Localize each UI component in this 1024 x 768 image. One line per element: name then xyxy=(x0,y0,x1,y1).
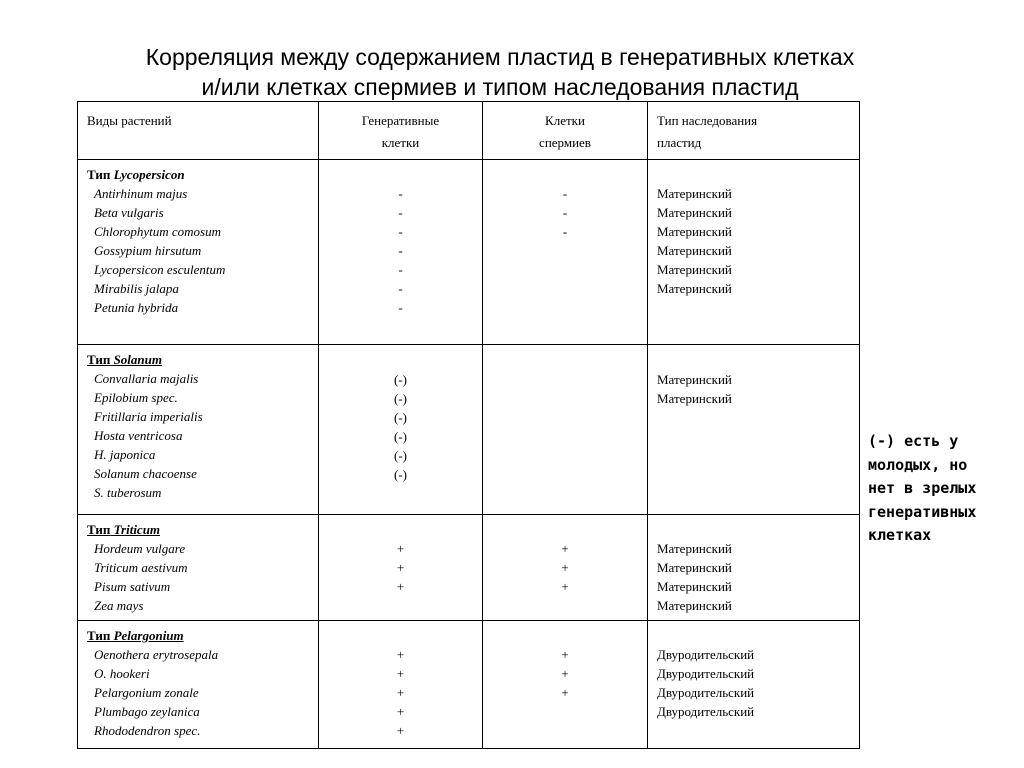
species-cell xyxy=(78,160,319,345)
species-name: Oenothera erytrosepala xyxy=(94,647,219,662)
header-species xyxy=(78,102,319,160)
species-cell xyxy=(78,515,319,621)
header-sperm-line2: спермиев xyxy=(539,135,591,150)
sperm-cell xyxy=(483,515,648,621)
generative-value: + xyxy=(396,560,405,575)
generative-cell xyxy=(319,621,483,749)
species-list xyxy=(78,539,318,615)
inheritance-cell xyxy=(648,515,860,621)
inheritance-list xyxy=(648,621,859,721)
inheritance-value: Материнский xyxy=(657,598,732,613)
generative-value: (-) xyxy=(394,391,407,406)
note-text xyxy=(868,430,1018,548)
generative-value: - xyxy=(398,224,403,239)
sperm-cell xyxy=(483,345,648,515)
species-list xyxy=(78,369,318,502)
group-row xyxy=(78,345,860,515)
generative-list xyxy=(319,160,482,317)
header-generative-line1: Генеративные xyxy=(361,113,440,128)
generative-value: + xyxy=(396,685,405,700)
generative-value: + xyxy=(396,647,405,662)
generative-cell xyxy=(319,515,483,621)
inheritance-value: Материнский xyxy=(657,541,732,556)
group-type-label: Тип xyxy=(87,522,111,537)
header-generative-line2: клетки xyxy=(381,135,420,150)
header-sperm-line1: Клетки xyxy=(545,113,585,128)
generative-value: - xyxy=(398,262,403,277)
header-sperm xyxy=(483,102,648,160)
inheritance-value: Материнский xyxy=(657,262,732,277)
group-row xyxy=(78,515,860,621)
header-inheritance-line2: пластид xyxy=(657,135,702,150)
sperm-value: + xyxy=(561,685,569,700)
generative-value: + xyxy=(396,723,405,738)
sperm-value: + xyxy=(561,560,569,575)
title-line-2: и/или клетках спермиев и типом наследования пластид xyxy=(201,74,799,100)
inheritance-value: Материнский xyxy=(657,281,732,296)
inheritance-list xyxy=(648,345,859,408)
group-type-label-wrap xyxy=(87,167,185,182)
group-type-label: Тип xyxy=(87,167,111,182)
inheritance-value: Материнский xyxy=(657,579,732,594)
inheritance-value: Материнский xyxy=(657,560,732,575)
species-name: Epilobium spec. xyxy=(94,390,178,405)
generative-value: - xyxy=(398,300,403,315)
species-name: Pelargonium zonale xyxy=(94,685,199,700)
species-name: S. tuberosum xyxy=(94,485,162,500)
note-line-3: нет в зрелых xyxy=(868,479,977,497)
note-line-1: (-) есть у xyxy=(868,432,959,450)
inheritance-value: Материнский xyxy=(657,224,732,239)
species-name: Petunia hybrida xyxy=(94,300,179,315)
plastid-table xyxy=(77,101,860,749)
inheritance-cell xyxy=(648,345,860,515)
generative-list xyxy=(319,621,482,740)
species-name: Rhododendron spec. xyxy=(94,723,201,738)
inheritance-value: Материнский xyxy=(657,372,732,387)
header-inheritance xyxy=(648,102,860,160)
generative-value: (-) xyxy=(394,467,407,482)
group-type-name: Solanum xyxy=(113,352,162,367)
header-row xyxy=(78,102,860,160)
group-type-label-wrap xyxy=(87,628,184,643)
sperm-value: - xyxy=(562,224,568,239)
sperm-value: + xyxy=(561,579,569,594)
inheritance-value: Материнский xyxy=(657,186,732,201)
header-inheritance-line1: Тип наследования xyxy=(657,113,758,128)
species-name: Chlorophytum comosum xyxy=(94,224,221,239)
generative-value: (-) xyxy=(394,410,407,425)
sperm-value: + xyxy=(561,647,569,662)
species-name: Gossypium hirsutum xyxy=(94,243,202,258)
generative-list xyxy=(319,515,482,596)
note-line-2: молодых, но xyxy=(868,455,968,474)
species-name: Antirhinum majus xyxy=(94,186,188,201)
group-type-label-wrap xyxy=(87,352,162,367)
group-type-title xyxy=(78,160,318,184)
generative-value: - xyxy=(398,205,403,220)
species-list xyxy=(78,184,318,317)
generative-value: + xyxy=(396,541,405,556)
group-type-title xyxy=(78,345,318,369)
sperm-cell xyxy=(483,621,648,749)
sperm-list xyxy=(483,515,647,596)
inheritance-value: Двуродительский xyxy=(657,704,755,719)
species-name: O. hookeri xyxy=(94,666,150,681)
generative-value: - xyxy=(398,281,403,296)
inheritance-value: Материнский xyxy=(657,243,732,258)
group-type-label-wrap xyxy=(87,522,160,537)
group-type-title xyxy=(78,621,318,645)
species-name: Pisum sativum xyxy=(94,579,171,594)
generative-cell xyxy=(319,345,483,515)
sperm-list xyxy=(483,345,647,370)
generative-value: + xyxy=(396,666,405,681)
title-line-1: Корреляция между содержанием пластид в генеративных клетках xyxy=(145,44,855,70)
generative-cell xyxy=(319,160,483,345)
generative-value: (-) xyxy=(394,448,407,463)
species-name: Fritillaria imperialis xyxy=(94,409,203,424)
inheritance-list xyxy=(648,160,859,298)
header-generative xyxy=(319,102,483,160)
sperm-value: - xyxy=(562,205,568,220)
species-name: Beta vulgaris xyxy=(94,205,164,220)
generative-value: (-) xyxy=(394,372,407,387)
group-type-name: Lycopersicon xyxy=(113,167,185,182)
generative-value: - xyxy=(398,243,403,258)
inheritance-value: Материнский xyxy=(657,205,732,220)
sperm-value: + xyxy=(561,541,569,556)
species-name: Zea mays xyxy=(94,598,144,613)
species-cell xyxy=(78,621,319,749)
sperm-list xyxy=(483,160,647,241)
inheritance-cell xyxy=(648,160,860,345)
species-list xyxy=(78,645,318,740)
slide-title xyxy=(60,42,940,102)
inheritance-value: Двуродительский xyxy=(657,685,755,700)
sperm-value: + xyxy=(561,666,569,681)
inheritance-value: Двуродительский xyxy=(657,666,755,681)
note-line-5: клетках xyxy=(868,526,932,544)
group-type-name: Triticum xyxy=(113,522,161,537)
group-type-title xyxy=(78,515,318,539)
group-type-label: Тип xyxy=(87,352,111,367)
sperm-value: - xyxy=(562,186,568,201)
note-line-4: генеративных xyxy=(868,502,977,521)
group-type-label: Тип xyxy=(87,628,111,643)
species-name: Solanum chacoense xyxy=(94,466,197,481)
inheritance-cell xyxy=(648,621,860,749)
species-cell xyxy=(78,345,319,515)
species-name: Hordeum vulgare xyxy=(94,541,186,556)
species-name: Lycopersicon esculentum xyxy=(94,262,226,277)
species-name: Triticum aestivum xyxy=(94,560,188,575)
inheritance-list xyxy=(648,515,859,615)
generative-list xyxy=(319,345,482,484)
sperm-list xyxy=(483,621,647,702)
species-name: Convallaria majalis xyxy=(94,371,199,386)
group-row xyxy=(78,160,860,345)
sperm-cell xyxy=(483,160,648,345)
species-name: Plumbago zeylanica xyxy=(94,704,200,719)
group-type-name: Pelargonium xyxy=(113,628,184,643)
generative-value: (-) xyxy=(394,429,407,444)
species-name: H. japonica xyxy=(94,447,156,462)
species-name: Mirabilis jalapa xyxy=(94,281,179,296)
inheritance-value: Материнский xyxy=(657,391,732,406)
species-name: Hosta ventricosa xyxy=(94,428,183,443)
inheritance-value: Двуродительский xyxy=(657,647,755,662)
group-row xyxy=(78,621,860,749)
generative-value: + xyxy=(396,579,405,594)
generative-value: - xyxy=(398,186,403,201)
header-species-text: Виды растений xyxy=(87,113,172,128)
generative-value: + xyxy=(396,704,405,719)
